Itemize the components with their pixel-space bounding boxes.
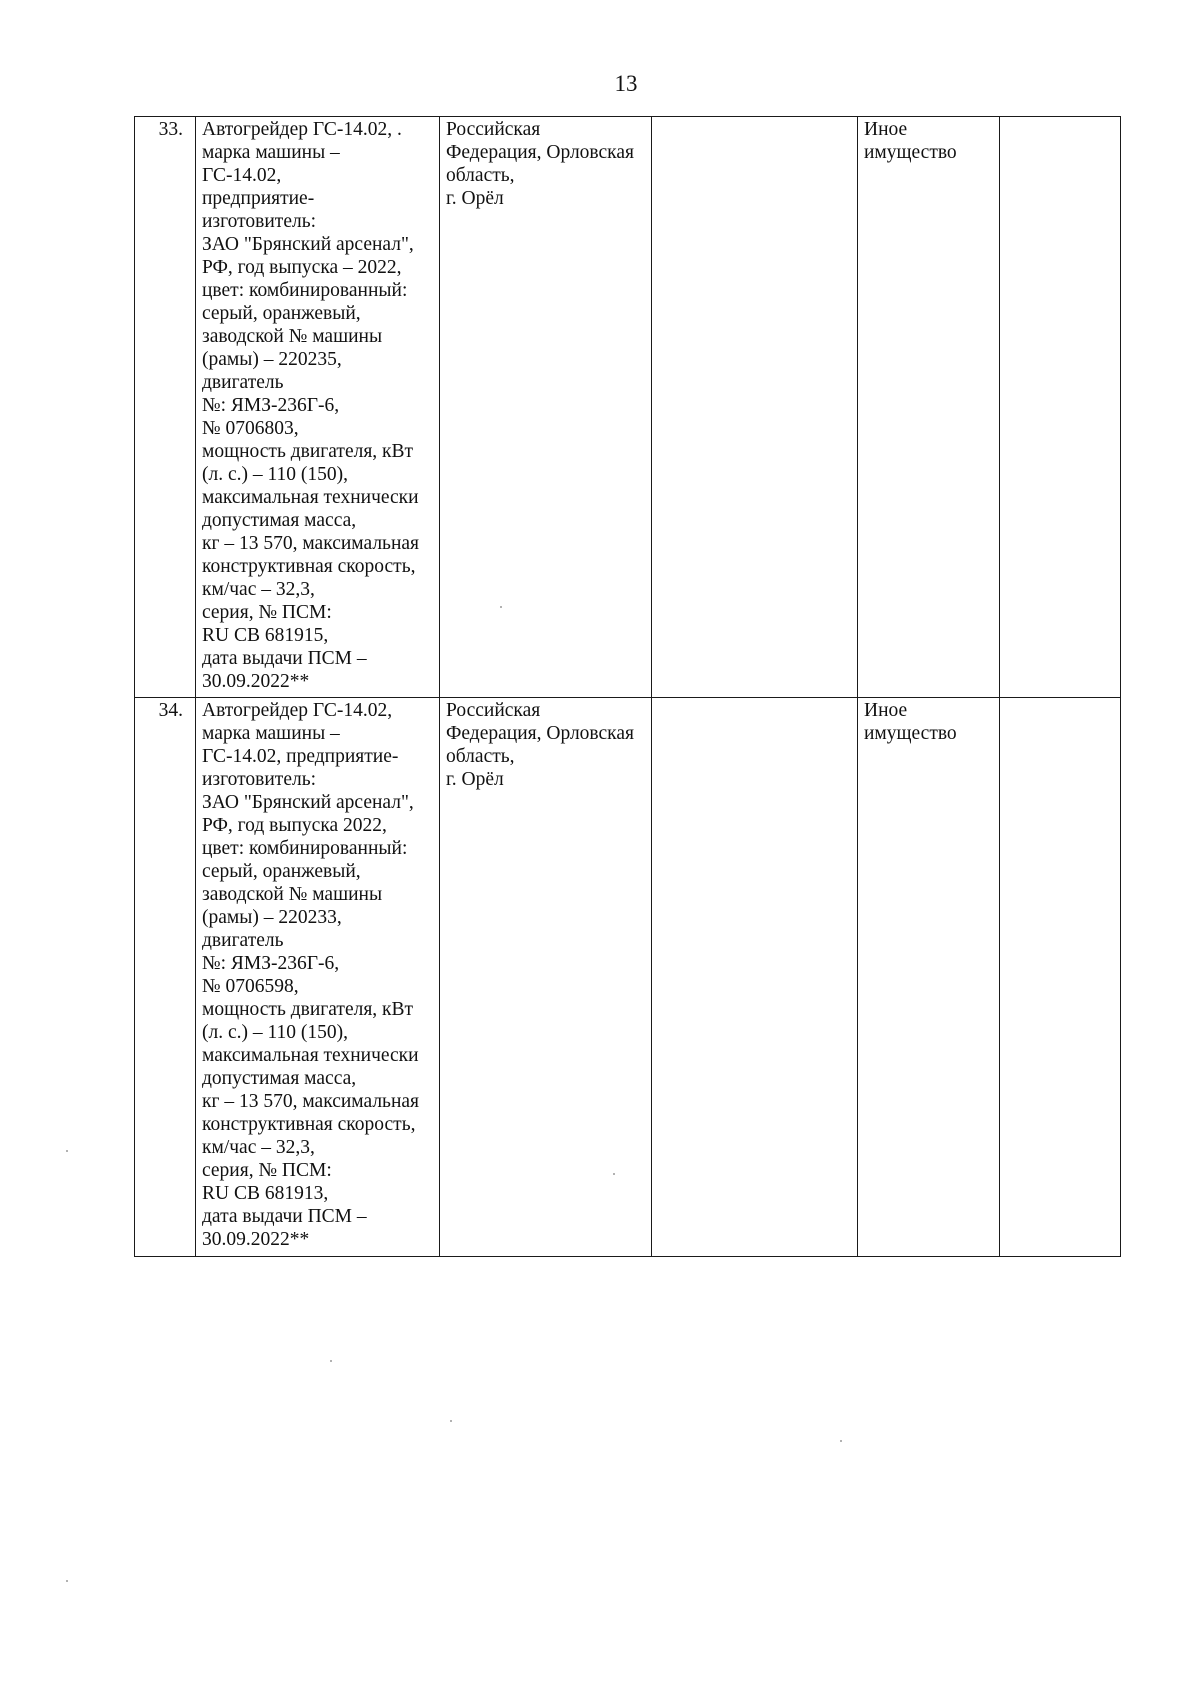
table-row (135, 117, 1121, 698)
row-number: 33. (135, 117, 196, 698)
scan-speck (450, 1420, 452, 1422)
empty-cell (652, 117, 858, 698)
empty-cell (1000, 698, 1121, 1257)
row-number: 34. (135, 698, 196, 1257)
empty-cell (652, 698, 858, 1257)
property-table (134, 116, 1121, 1257)
empty-cell (1000, 117, 1121, 698)
scan-speck (500, 606, 502, 608)
scan-speck (66, 1150, 68, 1152)
scan-speck (66, 1580, 68, 1582)
property-description: Автогрейдер ГС-14.02, . марка машины – ГС-14.02, предприятие- изготовитель: ЗАО "Брянский арсенал", РФ, год выпуска – 2022, цвет: комбинированный: серый, оранжевый, заводской № машины (рамы) – 220235, двигатель №: ЯМЗ-236Г-6, № 0706803, мощность двигателя, кВт (л. с.) – 110 (150), максимальная технически допустимая масса, кг – 13 570, максимальная конструктивная скорость, км/час – 32,3, серия, № ПСМ: RU CB 681915, дата выдачи ПСМ – 30.09.2022** (196, 117, 440, 698)
table-row (135, 698, 1121, 1257)
property-type: Иное имущество (858, 117, 1000, 698)
scan-speck (840, 1440, 842, 1442)
property-type: Иное имущество (858, 698, 1000, 1257)
scan-speck (613, 1173, 615, 1175)
property-location: Российская Федерация, Орловская область, г. Орёл (440, 698, 652, 1257)
page-number: 13 (614, 71, 638, 96)
property-description: Автогрейдер ГС-14.02, марка машины – ГС-14.02, предприятие- изготовитель: ЗАО "Брянский арсенал", РФ, год выпуска 2022, цвет: комбинированный: серый, оранжевый, заводской № машины (рамы) – 220233, двигатель №: ЯМЗ-236Г-6, № 0706598, мощность двигателя, кВт (л. с.) – 110 (150), максимальная технически допустимая масса, кг – 13 570, максимальная конструктивная скорость, км/час – 32,3, серия, № ПСМ: RU CB 681913, дата выдачи ПСМ – 30.09.2022** (196, 698, 440, 1257)
scan-speck (330, 1360, 332, 1362)
property-location: Российская Федерация, Орловская область, г. Орёл (440, 117, 652, 698)
